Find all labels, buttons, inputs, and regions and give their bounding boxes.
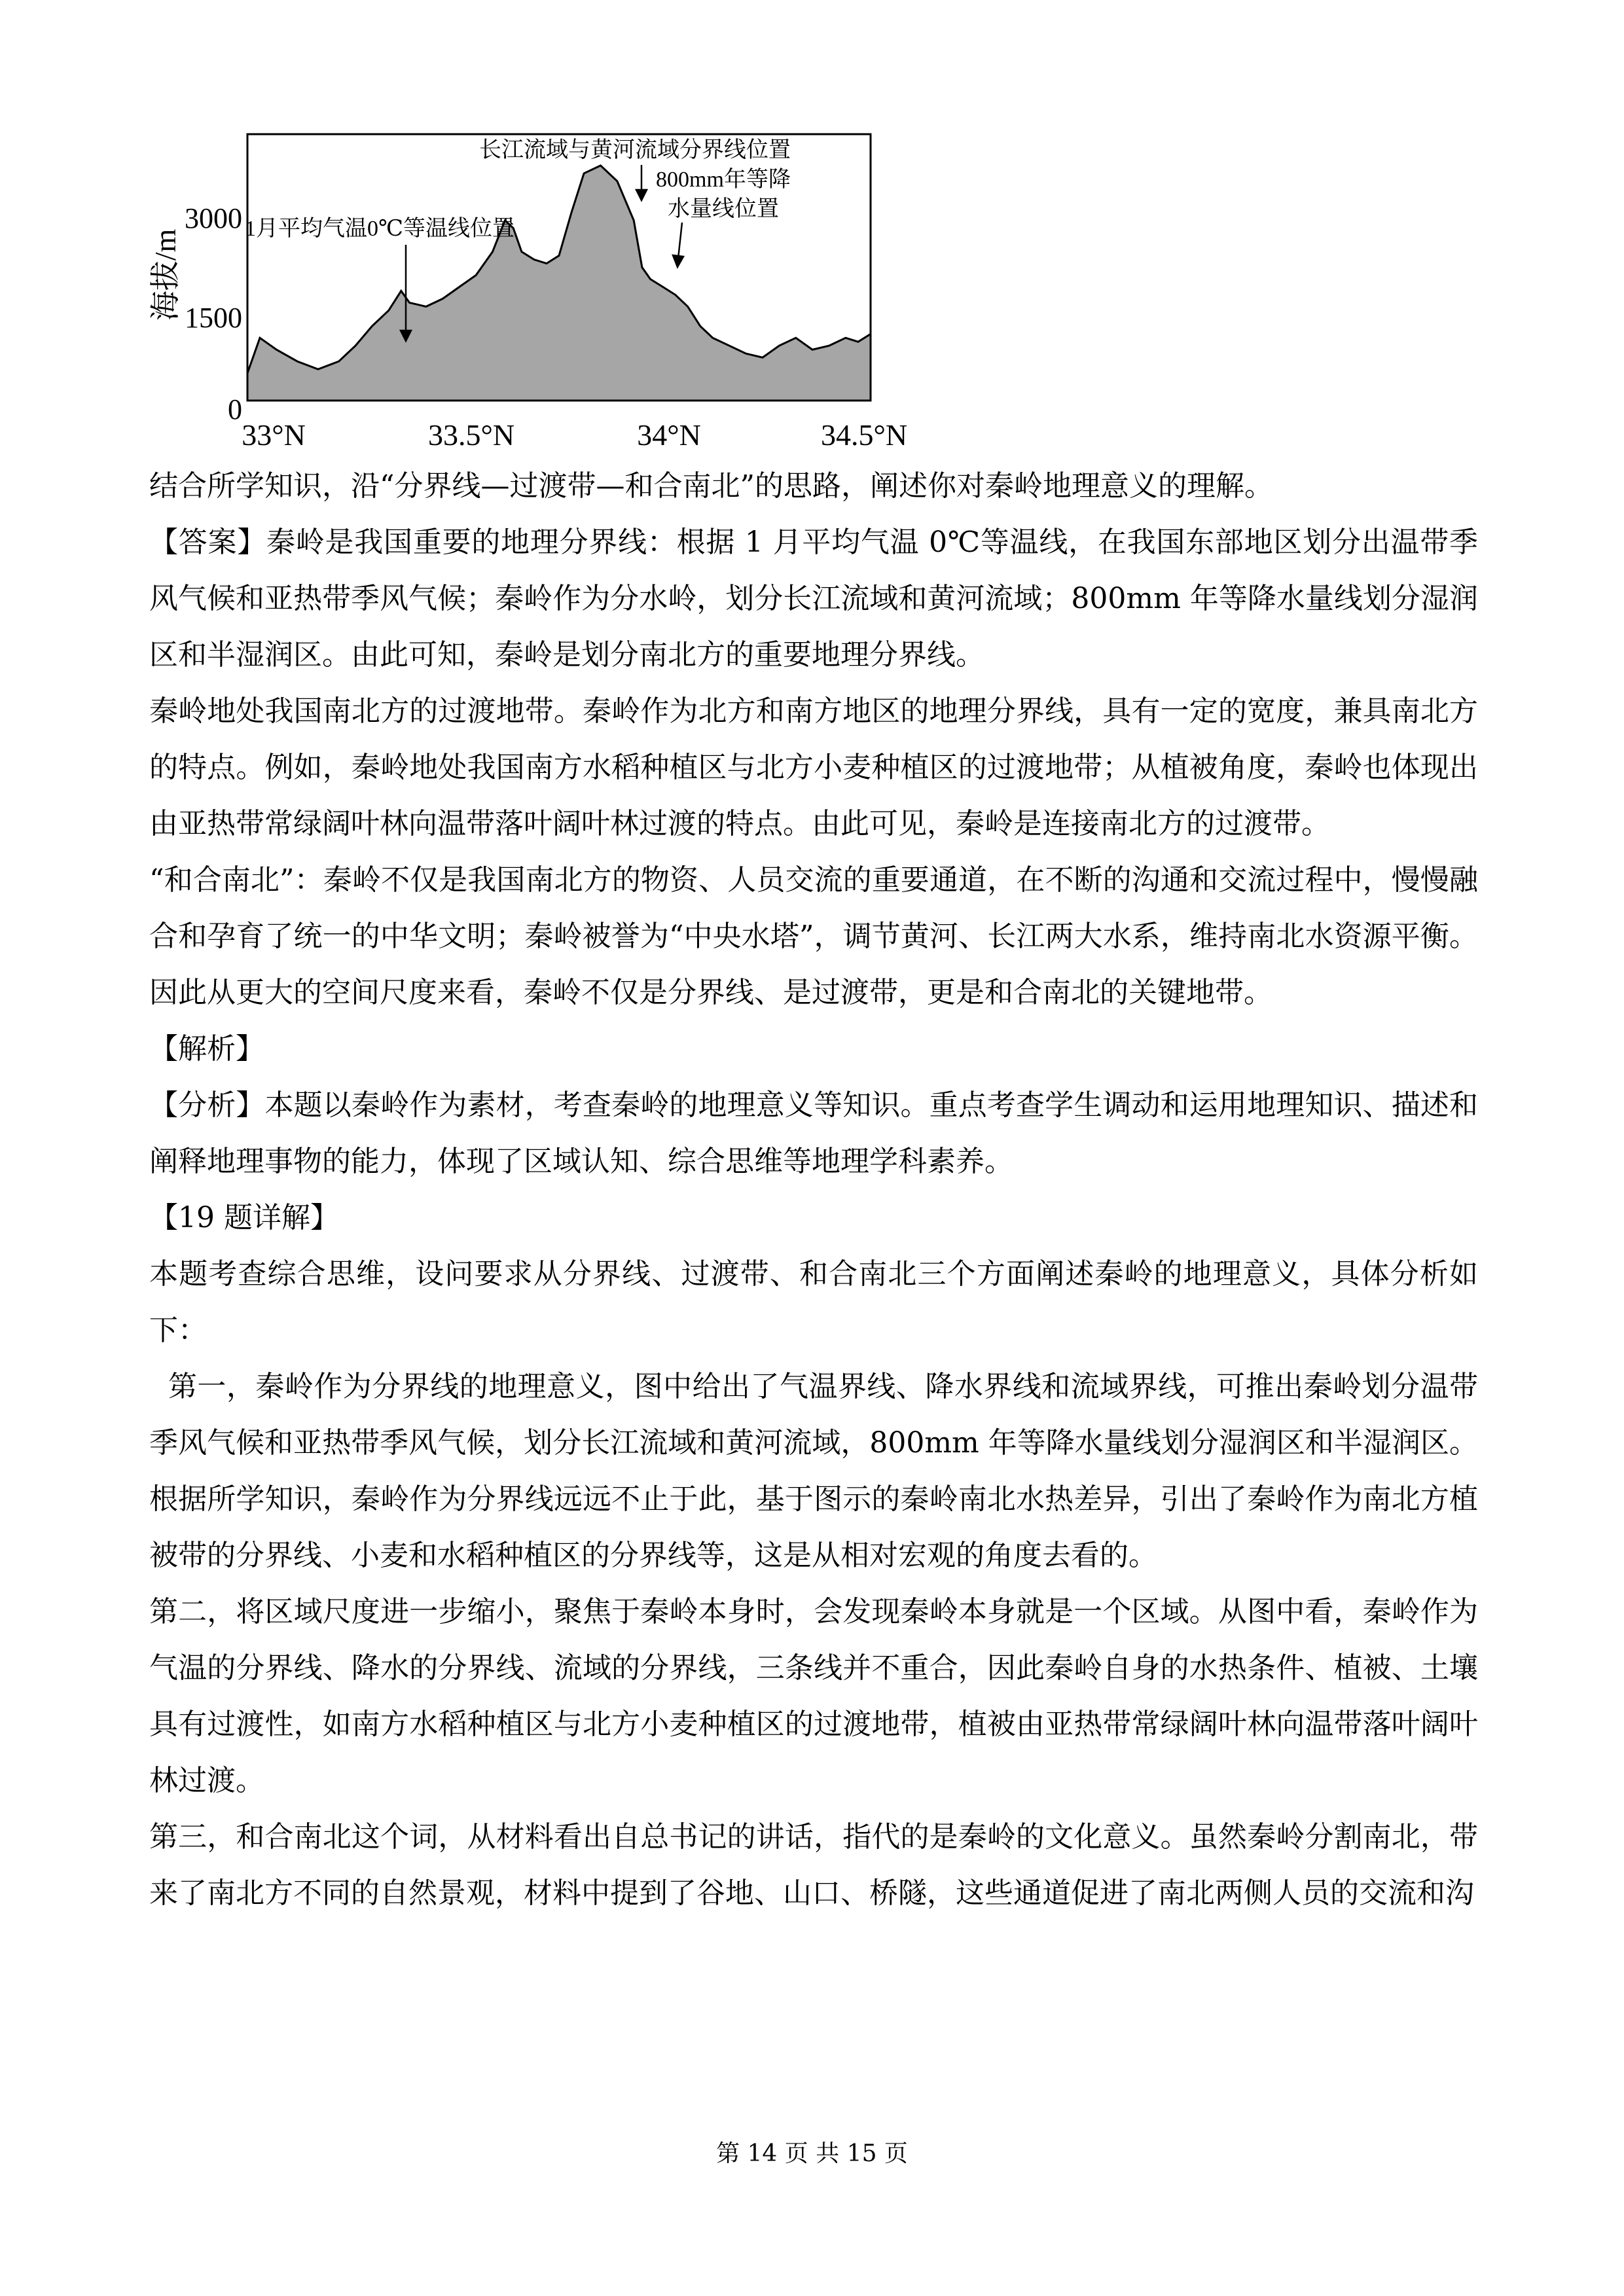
annotation-temp-line: 1月平均气温0℃等温线位置 [244,217,515,241]
y-tick-3000: 3000 [185,202,242,234]
y-tick-1500: 1500 [185,302,242,334]
answer-paragraph-boundary: 【答案】秦岭是我国重要的地理分界线：根据 1 月平均气温 0℃等温线，在我国东部地区划分出温带季风气候和亚热带季风气候；秦岭作为分水岭，划分长江流域和黄河流域；800mm 年等降水量线划分湿润区和半湿润区。由此可知，秦岭是划分南北方的重要地理分界线。 [149,526,1478,672]
x-tick-33-5: 33.5°N [427,418,515,452]
answer-paragraph-unity: “和合南北”：秦岭不仅是我国南北方的物资、人员交流的重要通道，在不断的沟通和交流过程中，慢慢融合和孕育了统一的中华文明；秦岭被誉为“中央水塔”，调节黄河、长江两大水系，维持南北水资源平衡。因此从更大的空间尺度来看，秦岭不仅是分界线、是过渡带，更是和合南北的关键地带。 [149,863,1478,1009]
y-axis-label: 海拔/m [149,228,182,321]
answer-paragraph-transition: 秦岭地处我国南北方的过渡地带。秦岭作为北方和南方地区的地理分界线，具有一定的宽度，兼具南北方的特点。例如，秦岭地处我国南方水稻种植区与北方小麦种植区的过渡地带；从植被角度，秦岭也体现出由亚热带常绿阔叶林向温带落叶阔叶林过渡的特点。由此可见，秦岭是连接南北方的过渡带。 [149,694,1478,840]
analysis-paragraph: 【分析】本题以秦岭作为素材，考查秦岭的地理意义等知识。重点考查学生调动和运用地理知识、描述和阐释地理事物的能力，体现了区域认知、综合思维等地理学科素养。 [149,1088,1478,1178]
x-tick-34: 34°N [637,418,701,452]
detail-heading: 【19 题详解】 [149,1201,339,1234]
x-tick-33: 33°N [242,418,306,452]
y-tick-0: 0 [228,393,242,425]
question-prompt: 结合所学知识，沿“分界线—过渡带—和合南北”的思路，阐述你对秦岭地理意义的理解。 [149,469,1273,503]
page-footer: 第 14 页 共 15 页 [716,2140,908,2167]
detail-third-point: 第三，和合南北这个词，从材料看出自总书记的讲话，指代的是秦岭的文化意义。虽然秦岭分割南北，带来了南北方不同的自然景观，材料中提到了谷地、山口、桥隧，这些通道促进了南北两侧人员的交流和沟 [149,1820,1478,1910]
analysis-heading: 【解析】 [149,1032,264,1066]
annotation-precip-line-2: 水量线位置 [668,197,779,221]
annotation-watershed: 长江流域与黄河流域分界线位置 [479,138,791,162]
arrowhead-watershed [636,190,647,200]
x-tick-34-5: 34.5°N [820,418,908,452]
annotation-precip-line-1: 800mm年等降 [656,168,791,192]
detail-second-point: 第二，将区域尺度进一步缩小，聚焦于秦岭本身时，会发现秦岭本身就是一个区域。从图中看，秦岭作为气温的分界线、降水的分界线、流域的分界线，三条线并不重合，因此秦岭自身的水热条件、植被、土壤具有过渡性，如南方水稻种植区与北方小麦种植区的过渡地带，植被由亚热带常绿阔叶林向温带落叶阔叶林过渡。 [149,1595,1478,1797]
detail-intro: 本题考查综合思维，设问要求从分界线、过渡带、和合南北三个方面阐述秦岭的地理意义，具体分析如下： [149,1257,1478,1347]
answer-content [149,458,1478,1922]
detail-first-point: 第一，秦岭作为分界线的地理意义，图中给出了气温界线、降水界线和流域界线，可推出秦岭划分温带季风气候和亚热带季风气候，划分长江流域和黄河流域，800mm 年等降水量线划分湿润区和半湿润区。根据所学知识，秦岭作为分界线远远不止于此，基于图示的秦岭南北水热差异，引出了秦岭作为南北方植被带的分界线、小麦和水稻种植区的分界线等，这是从相对宏观的角度去看的。 [149,1370,1478,1572]
terrain-profile-chart [131,105,949,458]
arrowhead-precip [673,255,683,267]
arrow-precip [678,223,682,259]
